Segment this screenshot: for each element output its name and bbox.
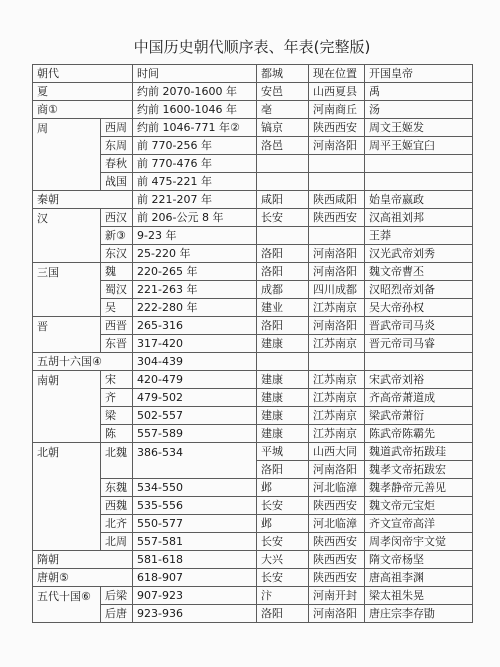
- capital-cell: 建康: [257, 335, 309, 353]
- capital-cell: 长安: [257, 209, 309, 227]
- sub-dynasty-cell: 新③: [101, 227, 133, 245]
- time-cell: 923-936: [133, 605, 257, 623]
- sub-dynasty-cell: 东魏: [101, 479, 133, 497]
- location-cell: 河北临漳: [309, 479, 365, 497]
- capital-cell: 建康: [257, 425, 309, 443]
- header-capital: 都城: [257, 65, 309, 83]
- dynasty-cell: 晋: [33, 317, 101, 353]
- location-cell: 河南洛阳: [309, 317, 365, 335]
- capital-cell: 咸阳: [257, 191, 309, 209]
- founder-cell: [365, 353, 473, 371]
- location-cell: 陕西西安: [309, 569, 365, 587]
- dynasty-cell: 五代十国⑥: [33, 587, 101, 623]
- time-cell: 前 770-476 年: [133, 155, 257, 173]
- founder-cell: 魏文帝元宝炬: [365, 497, 473, 515]
- founder-cell: 周孝闵帝宇文觉: [365, 533, 473, 551]
- time-cell: 前 770-256 年: [133, 137, 257, 155]
- capital-cell: 平城: [257, 443, 309, 461]
- capital-cell: [257, 227, 309, 245]
- sub-dynasty-cell: 东汉: [101, 245, 133, 263]
- dynasty-cell: 北朝: [33, 443, 101, 551]
- sub-dynasty-cell: 西周: [101, 119, 133, 137]
- location-cell: 四川成都: [309, 281, 365, 299]
- time-cell: 502-557: [133, 407, 257, 425]
- capital-cell: 邺: [257, 515, 309, 533]
- location-cell: 河南洛阳: [309, 263, 365, 281]
- founder-cell: 王莽: [365, 227, 473, 245]
- founder-cell: 魏道武帝拓跋珪: [365, 443, 473, 461]
- dynasty-cell: 唐朝⑤: [33, 569, 133, 587]
- location-cell: 江苏南京: [309, 407, 365, 425]
- dynasty-cell: 商①: [33, 101, 133, 119]
- table-row: [33, 83, 473, 101]
- sub-dynasty-cell: 蜀汉: [101, 281, 133, 299]
- dynasty-cell: 汉: [33, 209, 101, 263]
- location-cell: 山西夏县: [309, 83, 365, 101]
- capital-cell: 汴: [257, 587, 309, 605]
- time-cell: 534-550: [133, 479, 257, 497]
- time-cell: 550-577: [133, 515, 257, 533]
- capital-cell: 镐京: [257, 119, 309, 137]
- founder-cell: 汤: [365, 101, 473, 119]
- location-cell: 河南商丘: [309, 101, 365, 119]
- location-cell: [309, 173, 365, 191]
- time-cell: 25-220 年: [133, 245, 257, 263]
- founder-cell: 汉光武帝刘秀: [365, 245, 473, 263]
- header-location: 现在位置: [309, 65, 365, 83]
- sub-dynasty-cell: 西晋: [101, 317, 133, 335]
- time-cell: 约前 2070-1600 年: [133, 83, 257, 101]
- location-cell: 河南洛阳: [309, 245, 365, 263]
- sub-dynasty-cell: 西汉: [101, 209, 133, 227]
- location-cell: 陕西咸阳: [309, 191, 365, 209]
- dynasty-cell: 夏: [33, 83, 133, 101]
- capital-cell: 洛阳: [257, 461, 309, 479]
- header-row: [33, 65, 473, 83]
- capital-cell: 成都: [257, 281, 309, 299]
- time-cell: 前 475-221 年: [133, 173, 257, 191]
- sub-dynasty-cell: 后梁: [101, 587, 133, 605]
- location-cell: 陕西西安: [309, 497, 365, 515]
- founder-cell: 隋文帝杨坚: [365, 551, 473, 569]
- time-cell: 约前 1046-771 年②: [133, 119, 257, 137]
- time-cell: 557-581: [133, 533, 257, 551]
- table-row: [33, 119, 473, 137]
- founder-cell: 始皇帝嬴政: [365, 191, 473, 209]
- founder-cell: 梁武帝萧衍: [365, 407, 473, 425]
- dynasty-cell: 五胡十六国④: [33, 353, 133, 371]
- capital-cell: [257, 155, 309, 173]
- sub-dynasty-cell: 北周: [101, 533, 133, 551]
- founder-cell: 宋武帝刘裕: [365, 371, 473, 389]
- location-cell: 陕西西安: [309, 209, 365, 227]
- dynasty-cell: 秦朝: [33, 191, 133, 209]
- time-cell: 557-589: [133, 425, 257, 443]
- founder-cell: 梁太祖朱晃: [365, 587, 473, 605]
- founder-cell: 吴大帝孙权: [365, 299, 473, 317]
- header-dynasty: 朝代: [33, 65, 133, 83]
- founder-cell: 齐文宣帝高洋: [365, 515, 473, 533]
- capital-cell: 安邑: [257, 83, 309, 101]
- capital-cell: 建康: [257, 389, 309, 407]
- sub-dynasty-cell: 魏: [101, 263, 133, 281]
- location-cell: [309, 353, 365, 371]
- dynasty-table: [32, 64, 473, 623]
- time-cell: 420-479: [133, 371, 257, 389]
- founder-cell: 周文王姬发: [365, 119, 473, 137]
- time-cell: 221-263 年: [133, 281, 257, 299]
- time-cell: 581-618: [133, 551, 257, 569]
- capital-cell: [257, 173, 309, 191]
- founder-cell: 汉昭烈帝刘备: [365, 281, 473, 299]
- capital-cell: 大兴: [257, 551, 309, 569]
- capital-cell: 长安: [257, 533, 309, 551]
- sub-dynasty-cell: 西魏: [101, 497, 133, 515]
- sub-dynasty-cell: 北齐: [101, 515, 133, 533]
- sub-dynasty-cell: 后唐: [101, 605, 133, 623]
- time-cell: 317-420: [133, 335, 257, 353]
- location-cell: 山西大同: [309, 443, 365, 461]
- founder-cell: 唐庄宗李存勖: [365, 605, 473, 623]
- time-cell: 479-502: [133, 389, 257, 407]
- table-title: 中国历史朝代顺序表、年表(完整版): [133, 38, 371, 56]
- location-cell: 江苏南京: [309, 371, 365, 389]
- table-row: [33, 209, 473, 227]
- table-row: [33, 317, 473, 335]
- time-cell: 304-439: [133, 353, 257, 371]
- sub-dynasty-cell: 齐: [101, 389, 133, 407]
- location-cell: 河北临漳: [309, 515, 365, 533]
- founder-cell: 晋元帝司马睿: [365, 335, 473, 353]
- table-row: [33, 587, 473, 605]
- location-cell: 陕西西安: [309, 119, 365, 137]
- location-cell: 陕西西安: [309, 551, 365, 569]
- capital-cell: 长安: [257, 569, 309, 587]
- sub-dynasty-cell: 陈: [101, 425, 133, 443]
- sub-dynasty-cell: 战国: [101, 173, 133, 191]
- location-cell: 江苏南京: [309, 299, 365, 317]
- time-cell: 9-23 年: [133, 227, 257, 245]
- capital-cell: 洛阳: [257, 245, 309, 263]
- founder-cell: 晋武帝司马炎: [365, 317, 473, 335]
- location-cell: 河南开封: [309, 587, 365, 605]
- capital-cell: 洛阳: [257, 605, 309, 623]
- founder-cell: [365, 155, 473, 173]
- founder-cell: 齐高帝萧道成: [365, 389, 473, 407]
- sub-dynasty-cell: 东周: [101, 137, 133, 155]
- table-row: [33, 101, 473, 119]
- founder-cell: 魏孝文帝拓跋宏: [365, 461, 473, 479]
- time-cell: 约前 1600-1046 年: [133, 101, 257, 119]
- table-row: [33, 551, 473, 569]
- time-cell: 386-534: [133, 443, 257, 479]
- table-row: [33, 569, 473, 587]
- founder-cell: 唐高祖李渊: [365, 569, 473, 587]
- capital-cell: 洛阳: [257, 317, 309, 335]
- table-row: [33, 371, 473, 389]
- location-cell: 河南洛阳: [309, 605, 365, 623]
- founder-cell: 汉高祖刘邦: [365, 209, 473, 227]
- location-cell: [309, 155, 365, 173]
- founder-cell: 禹: [365, 83, 473, 101]
- time-cell: 222-280 年: [133, 299, 257, 317]
- sub-dynasty-cell: 春秋: [101, 155, 133, 173]
- sub-dynasty-cell: 梁: [101, 407, 133, 425]
- time-cell: 265-316: [133, 317, 257, 335]
- capital-cell: 建康: [257, 371, 309, 389]
- capital-cell: 建康: [257, 407, 309, 425]
- dynasty-cell: 三国: [33, 263, 101, 317]
- founder-cell: 陈武帝陈霸先: [365, 425, 473, 443]
- time-cell: 907-923: [133, 587, 257, 605]
- sub-dynasty-cell: 吴: [101, 299, 133, 317]
- sub-dynasty-cell: 东晋: [101, 335, 133, 353]
- table-row: [33, 191, 473, 209]
- header-time: 时间: [133, 65, 257, 83]
- capital-cell: 洛阳: [257, 263, 309, 281]
- location-cell: [309, 227, 365, 245]
- location-cell: 陕西西安: [309, 533, 365, 551]
- header-founder: 开国皇帝: [365, 65, 473, 83]
- founder-cell: 周平王姬宜臼: [365, 137, 473, 155]
- location-cell: 江苏南京: [309, 425, 365, 443]
- capital-cell: 建业: [257, 299, 309, 317]
- location-cell: 河南洛阳: [309, 137, 365, 155]
- capital-cell: 洛邑: [257, 137, 309, 155]
- time-cell: 535-556: [133, 497, 257, 515]
- capital-cell: [257, 353, 309, 371]
- dynasty-cell: 周: [33, 119, 101, 191]
- sub-dynasty-cell: 宋: [101, 371, 133, 389]
- table-row: [33, 353, 473, 371]
- location-cell: 江苏南京: [309, 389, 365, 407]
- dynasty-cell: 隋朝: [33, 551, 133, 569]
- table-row: [33, 263, 473, 281]
- location-cell: 江苏南京: [309, 335, 365, 353]
- capital-cell: 亳: [257, 101, 309, 119]
- dynasty-cell: 南朝: [33, 371, 101, 443]
- time-cell: 220-265 年: [133, 263, 257, 281]
- capital-cell: 邺: [257, 479, 309, 497]
- time-cell: 前 206-公元 8 年: [133, 209, 257, 227]
- location-cell: 河南洛阳: [309, 461, 365, 479]
- founder-cell: 魏孝静帝元善见: [365, 479, 473, 497]
- sub-dynasty-cell: 北魏: [101, 443, 133, 479]
- time-cell: 618-907: [133, 569, 257, 587]
- founder-cell: [365, 173, 473, 191]
- time-cell: 前 221-207 年: [133, 191, 257, 209]
- founder-cell: 魏文帝曹丕: [365, 263, 473, 281]
- capital-cell: 长安: [257, 497, 309, 515]
- table-row: [33, 443, 473, 461]
